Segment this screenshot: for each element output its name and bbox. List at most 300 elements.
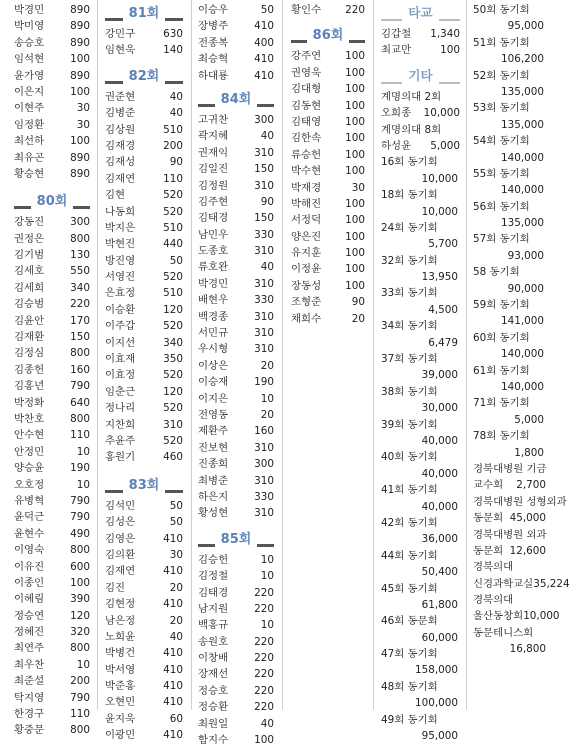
donor-name: 김정철: [198, 570, 229, 583]
donor-row: [105, 253, 183, 269]
list-misc-donors: [473, 461, 570, 658]
donor-name: 김정원: [198, 179, 229, 192]
donor-row: [105, 662, 183, 678]
group-entry: [473, 363, 546, 396]
donor-name: 김기범: [14, 249, 45, 262]
donor-amount: 510: [163, 221, 183, 234]
donor-name: 유지훈: [291, 247, 322, 260]
donor-amount: 100: [345, 214, 365, 227]
column-divider: [373, 0, 374, 710]
donor-amount: 220: [254, 586, 274, 599]
donor-row: [105, 433, 183, 449]
group-amount: 60,000: [421, 631, 458, 644]
donor-amount: 100: [345, 230, 365, 243]
column-divider: [282, 0, 283, 710]
donor-name: 채희수: [291, 312, 322, 325]
donor-row: [198, 227, 274, 243]
donor-amount: 800: [70, 232, 90, 245]
donor-amount: 100: [70, 85, 90, 98]
donor-name: 오현민: [105, 696, 136, 709]
section-header-81: [105, 2, 183, 24]
group-amount: 140,000: [501, 184, 544, 197]
donor-row: [14, 35, 90, 51]
donor-amount: 520: [163, 189, 183, 202]
donor-name: 황중문: [14, 724, 45, 737]
donor-name: 김재성: [105, 156, 136, 169]
donor-name: 최연주: [14, 642, 45, 655]
donor-name: 김의환: [105, 548, 136, 561]
donor-name: 김태경: [198, 586, 229, 599]
donor-amount: 140: [163, 44, 183, 57]
donor-name: 김재연: [105, 565, 136, 578]
group-entry: [473, 68, 546, 101]
group-amount: 90,000: [507, 282, 544, 295]
donor-row: [105, 302, 183, 318]
donor-name: 이유진: [14, 560, 45, 573]
group-entry: [473, 428, 546, 461]
column-6: [473, 0, 570, 710]
donor-row: [14, 117, 90, 133]
donor-name: 서정덕: [291, 214, 322, 227]
donor-name: 이창배: [198, 652, 229, 665]
donor-row: [198, 178, 274, 194]
group-entry: [473, 100, 546, 133]
donor-amount: 350: [163, 353, 183, 366]
list-80: [14, 214, 90, 739]
donor-name: 김세희: [14, 281, 45, 294]
donor-name: 교수회: [473, 479, 504, 492]
donor-amount: 310: [254, 507, 274, 520]
donor-amount: 20: [169, 581, 183, 594]
donor-amount: 220: [254, 701, 274, 714]
donor-amount: 440: [163, 238, 183, 251]
donor-name: 장재선: [198, 668, 229, 681]
donor-name: 최유곤: [14, 151, 45, 164]
donor-row: [105, 449, 183, 465]
donor-row: [14, 509, 90, 525]
donor-amount: 220: [254, 668, 274, 681]
donor-row: [381, 122, 460, 138]
donor-row: [105, 187, 183, 203]
donor-name: 고귀찬: [198, 113, 229, 126]
donor-amount: 20: [260, 408, 274, 421]
donor-row: [291, 130, 365, 146]
group-name: 49회 동기회: [381, 713, 438, 726]
donor-name: 김병준: [105, 107, 136, 120]
section-header-82: [105, 65, 183, 87]
donor-row: [14, 166, 90, 182]
donor-row: [14, 444, 90, 460]
donor-amount: 40: [169, 630, 183, 643]
donor-row: [291, 163, 365, 179]
donor-name: 김갑철: [381, 28, 412, 40]
donor-row: [105, 318, 183, 334]
donor-row: [291, 81, 365, 97]
donor-name: 황성현: [198, 507, 229, 520]
donor-name: 곽지혜: [198, 130, 229, 143]
donor-amount: 40: [260, 717, 274, 730]
donor-name: 이현주: [14, 102, 45, 115]
donor-row: [291, 311, 365, 327]
donor-amount: 130: [70, 249, 90, 262]
donor-amount: 100: [345, 279, 365, 292]
donor-amount: 100: [70, 576, 90, 589]
donor-amount: 100: [345, 83, 365, 96]
donor-amount: 410: [254, 20, 274, 33]
donor-row: [14, 657, 90, 673]
group-name: 32회 동기회: [381, 254, 438, 267]
group-amount: 158,000: [415, 664, 458, 677]
donor-row: [105, 384, 183, 400]
list-84: [198, 112, 274, 522]
donor-amount: 800: [70, 642, 90, 655]
donor-amount: 410: [254, 69, 274, 82]
group-name: 51회 동기회: [473, 36, 530, 49]
donor-name: 송승호: [14, 36, 45, 49]
donor-row: [381, 26, 460, 42]
donor-name: 김현: [105, 189, 126, 202]
list-83: [105, 498, 183, 744]
donor-amount: 1,340: [430, 28, 460, 40]
donor-name: 김종헌: [14, 363, 45, 376]
group-entry: [473, 166, 546, 199]
donor-row: [198, 650, 274, 666]
donor-row: [381, 89, 460, 105]
donor-name: 이효정: [105, 369, 136, 382]
donor-row: [198, 732, 274, 748]
donor-name: 최원일: [198, 717, 229, 730]
list-misc: [381, 89, 460, 155]
group-name: 34회 동기회: [381, 320, 438, 333]
donor-amount: 20: [169, 614, 183, 627]
donor-name: 남은정: [105, 614, 136, 627]
donor-row: [198, 473, 274, 489]
section-header-84: [198, 88, 274, 110]
donor-amount: 460: [163, 451, 183, 464]
donor-name: 홍원기: [105, 451, 136, 464]
section-header-85: [198, 528, 274, 550]
donor-name: 이효재: [105, 353, 136, 366]
group-name: 39회 동기회: [381, 418, 438, 431]
donor-row: [291, 180, 365, 196]
donor-amount: 490: [70, 527, 90, 540]
column-3: [198, 0, 274, 747]
donor-row: [381, 138, 460, 154]
donor-amount: 30: [76, 102, 90, 115]
donor-amount: 410: [163, 647, 183, 660]
donor-name: 정승환: [198, 701, 229, 714]
group-amount: 93,000: [507, 249, 544, 262]
donor-row: [198, 210, 274, 226]
donor-amount: 40: [260, 130, 274, 143]
group-entry: [473, 297, 546, 330]
column-divider: [466, 0, 467, 710]
donor-amount: 310: [254, 343, 274, 356]
donor-row: [105, 285, 183, 301]
donor-amount: 40: [260, 261, 274, 274]
donor-name: 진종희: [198, 458, 229, 471]
donor-amount: 300: [254, 458, 274, 471]
donor-amount: 800: [70, 724, 90, 737]
group-amount: 140,000: [501, 151, 544, 164]
donor-row: [14, 559, 90, 575]
donor-row: [198, 699, 274, 715]
donor-name: 이영숙: [14, 544, 45, 557]
donor-amount: 890: [70, 20, 90, 33]
group-name: 57회 동기회: [473, 233, 530, 246]
donor-name: 최선하: [14, 135, 45, 148]
donor-row: [105, 417, 183, 433]
donor-row: [105, 711, 183, 727]
donor-row: [14, 640, 90, 656]
donor-name: 이승재: [198, 376, 229, 389]
donor-name: 김진: [105, 581, 126, 594]
donor-amount: 160: [254, 425, 274, 438]
donor-row: [105, 678, 183, 694]
donor-amount: 40: [169, 107, 183, 120]
donor-amount: 110: [70, 708, 90, 721]
group-name: 41회 동기회: [381, 484, 438, 497]
group-entry: [473, 231, 546, 264]
donor-name: 하대룡: [198, 69, 229, 82]
group-name: 59회 동기회: [473, 299, 530, 312]
donor-row: [473, 576, 570, 592]
donor-name: 백홍규: [198, 619, 229, 632]
group-entry: [381, 581, 460, 614]
donor-name: 김영은: [105, 532, 136, 545]
donor-row: [198, 128, 274, 144]
group-entry: [381, 548, 460, 581]
donor-name: 남지원: [198, 602, 229, 615]
donor-row: [198, 568, 274, 584]
donor-name: 정승호: [198, 684, 229, 697]
donor-amount: 310: [163, 418, 183, 431]
donor-row: [14, 231, 90, 247]
donor-row: [291, 229, 365, 245]
donor-row: [198, 391, 274, 407]
section-title: 82회: [123, 68, 166, 86]
column-1: [14, 0, 90, 737]
group-entry: [473, 133, 546, 166]
section-title: 85회: [215, 531, 258, 549]
group-entry: [381, 613, 460, 646]
donor-name: 윤현수: [14, 527, 45, 540]
donor-row: [14, 591, 90, 607]
donor-row: [14, 722, 90, 738]
donor-row: [14, 673, 90, 689]
donor-name: 경북대병원 기금: [473, 462, 547, 475]
group-amount: 5,000: [514, 413, 544, 426]
group-amount: 106,200: [501, 53, 544, 66]
donor-name: 김성은: [105, 516, 136, 529]
donor-row: [105, 645, 183, 661]
donor-row: [14, 313, 90, 329]
donor-amount: 220: [254, 602, 274, 615]
list-top: [291, 2, 365, 18]
donor-row: [14, 150, 90, 166]
donor-name: 김대형: [291, 83, 322, 96]
donor-name: 서민규: [198, 327, 229, 340]
group-amount: 95,000: [421, 730, 458, 743]
donor-amount: 220: [254, 684, 274, 697]
donor-amount: 100: [345, 99, 365, 112]
donor-name: 김일진: [198, 163, 229, 176]
donor-name: 양은진: [291, 230, 322, 243]
donor-row: [381, 42, 460, 58]
donor-name: 권정은: [14, 232, 45, 245]
group-name: 50회 동기회: [473, 4, 530, 16]
group-entry: [381, 515, 460, 548]
group-name: 54회 동기회: [473, 135, 530, 148]
donor-row: [105, 204, 183, 220]
donor-amount: 800: [70, 412, 90, 425]
donor-row: [14, 51, 90, 67]
donor-row: [198, 552, 274, 568]
donor-amount: 100: [345, 197, 365, 210]
donor-name: 윤가영: [14, 69, 45, 82]
group-name: 78회 동기회: [473, 430, 530, 443]
donor-row: [105, 400, 183, 416]
donor-name: 지찬희: [105, 418, 136, 431]
donor-row: [105, 580, 183, 596]
donor-name: 전종복: [198, 36, 229, 49]
donor-row: [105, 269, 183, 285]
column-4: [291, 0, 365, 710]
group-name: 38회 동기회: [381, 385, 438, 398]
donor-amount: 90: [351, 296, 365, 309]
donor-amount: 520: [163, 205, 183, 218]
group-name: 52회 동기회: [473, 69, 530, 82]
donor-row: [105, 89, 183, 105]
donor-name: 박경민: [198, 277, 229, 290]
donor-row: [14, 493, 90, 509]
donor-row: [105, 613, 183, 629]
donor-amount: 10: [260, 570, 274, 583]
donor-name: 정승연: [14, 609, 45, 622]
donor-name: 김주현: [198, 195, 229, 208]
donor-name: 울산동창회: [473, 610, 524, 623]
group-entry: [381, 449, 460, 482]
group-amount: 36,000: [421, 533, 458, 546]
donor-amount: 330: [254, 228, 274, 241]
donor-amount: 310: [254, 327, 274, 340]
donor-row: [105, 335, 183, 351]
group-name: 42회 동기회: [381, 516, 438, 529]
donor-amount: 10,000: [523, 610, 560, 623]
donor-row: [198, 112, 274, 128]
group-amount: 140,000: [501, 380, 544, 393]
donor-row: [291, 65, 365, 81]
donor-name: 류승헌: [291, 148, 322, 161]
donor-name: 박정화: [14, 396, 45, 409]
donor-row: [473, 510, 546, 526]
donor-amount: 340: [70, 281, 90, 294]
donor-amount: 30: [169, 548, 183, 561]
donor-amount: 410: [163, 696, 183, 709]
donor-row: [105, 547, 183, 563]
group-entry: [381, 679, 460, 712]
donor-amount: 790: [70, 511, 90, 524]
donor-name: 황승현: [14, 167, 45, 180]
donor-name: 이광민: [105, 729, 136, 742]
donor-amount: 220: [254, 635, 274, 648]
donor-amount: 10: [76, 478, 90, 491]
donor-name: 이주갑: [105, 320, 136, 333]
donor-row: [198, 374, 274, 390]
donor-name: 동문회: [473, 544, 504, 557]
donor-amount: 310: [254, 277, 274, 290]
list-81: [105, 26, 183, 59]
donor-name: 정혜진: [14, 626, 45, 639]
donor-name: 백경종: [198, 310, 229, 323]
donor-row: [198, 634, 274, 650]
donor-amount: 10: [260, 392, 274, 405]
section-title: 83회: [123, 477, 166, 495]
donor-row: [198, 423, 274, 439]
list-top: [14, 2, 90, 182]
donor-amount: 890: [70, 36, 90, 49]
donor-row: [473, 625, 546, 641]
donor-row: [14, 345, 90, 361]
donor-row: [198, 2, 274, 18]
donor-row: [473, 543, 546, 559]
section-header-misc: [381, 65, 460, 87]
group-name: 45회 동기회: [381, 582, 438, 595]
donor-name: 안정민: [14, 445, 45, 458]
donor-amount: 35,224: [533, 577, 570, 590]
donor-amount: 10: [260, 619, 274, 632]
column-5: [381, 0, 460, 743]
group-name: 60회 동기회: [473, 331, 530, 344]
donor-amount: 310: [254, 310, 274, 323]
group-amount: 13,950: [421, 271, 458, 284]
donor-row: [105, 122, 183, 138]
donor-name: 최우찬: [14, 658, 45, 671]
donor-amount: 110: [70, 429, 90, 442]
donor-row: [14, 296, 90, 312]
donor-row: [198, 292, 274, 308]
donor-amount: 12,600: [509, 544, 546, 557]
donor-amount: 300: [254, 113, 274, 126]
donor-name: 이승환: [105, 303, 136, 316]
group-name: 44회 동기회: [381, 549, 438, 562]
donor-row: [14, 608, 90, 624]
donor-name: 김정심: [14, 347, 45, 360]
donor-amount: 640: [70, 396, 90, 409]
donor-amount: 400: [254, 36, 274, 49]
donor-row: [105, 154, 183, 170]
donor-amount: 100: [345, 148, 365, 161]
donor-name: 김홍년: [14, 380, 45, 393]
donor-row: [105, 236, 183, 252]
donor-name: 권영욱: [291, 66, 322, 79]
donor-row: [198, 18, 274, 34]
donor-name: 최병준: [198, 474, 229, 487]
group-name: 40회 동기회: [381, 451, 438, 464]
donor-amount: 150: [70, 331, 90, 344]
donor-amount: 100: [345, 50, 365, 63]
list-class-groups: [473, 2, 546, 461]
donor-amount: 20: [351, 312, 365, 325]
donor-amount: 410: [163, 532, 183, 545]
donor-name: 유병혁: [14, 494, 45, 507]
donor-amount: 220: [345, 4, 365, 16]
donor-amount: 30: [76, 118, 90, 131]
donor-name: 김세호: [14, 265, 45, 278]
donor-name: 전영동: [198, 408, 229, 421]
donor-row: [381, 105, 460, 121]
donor-amount: 390: [70, 593, 90, 606]
